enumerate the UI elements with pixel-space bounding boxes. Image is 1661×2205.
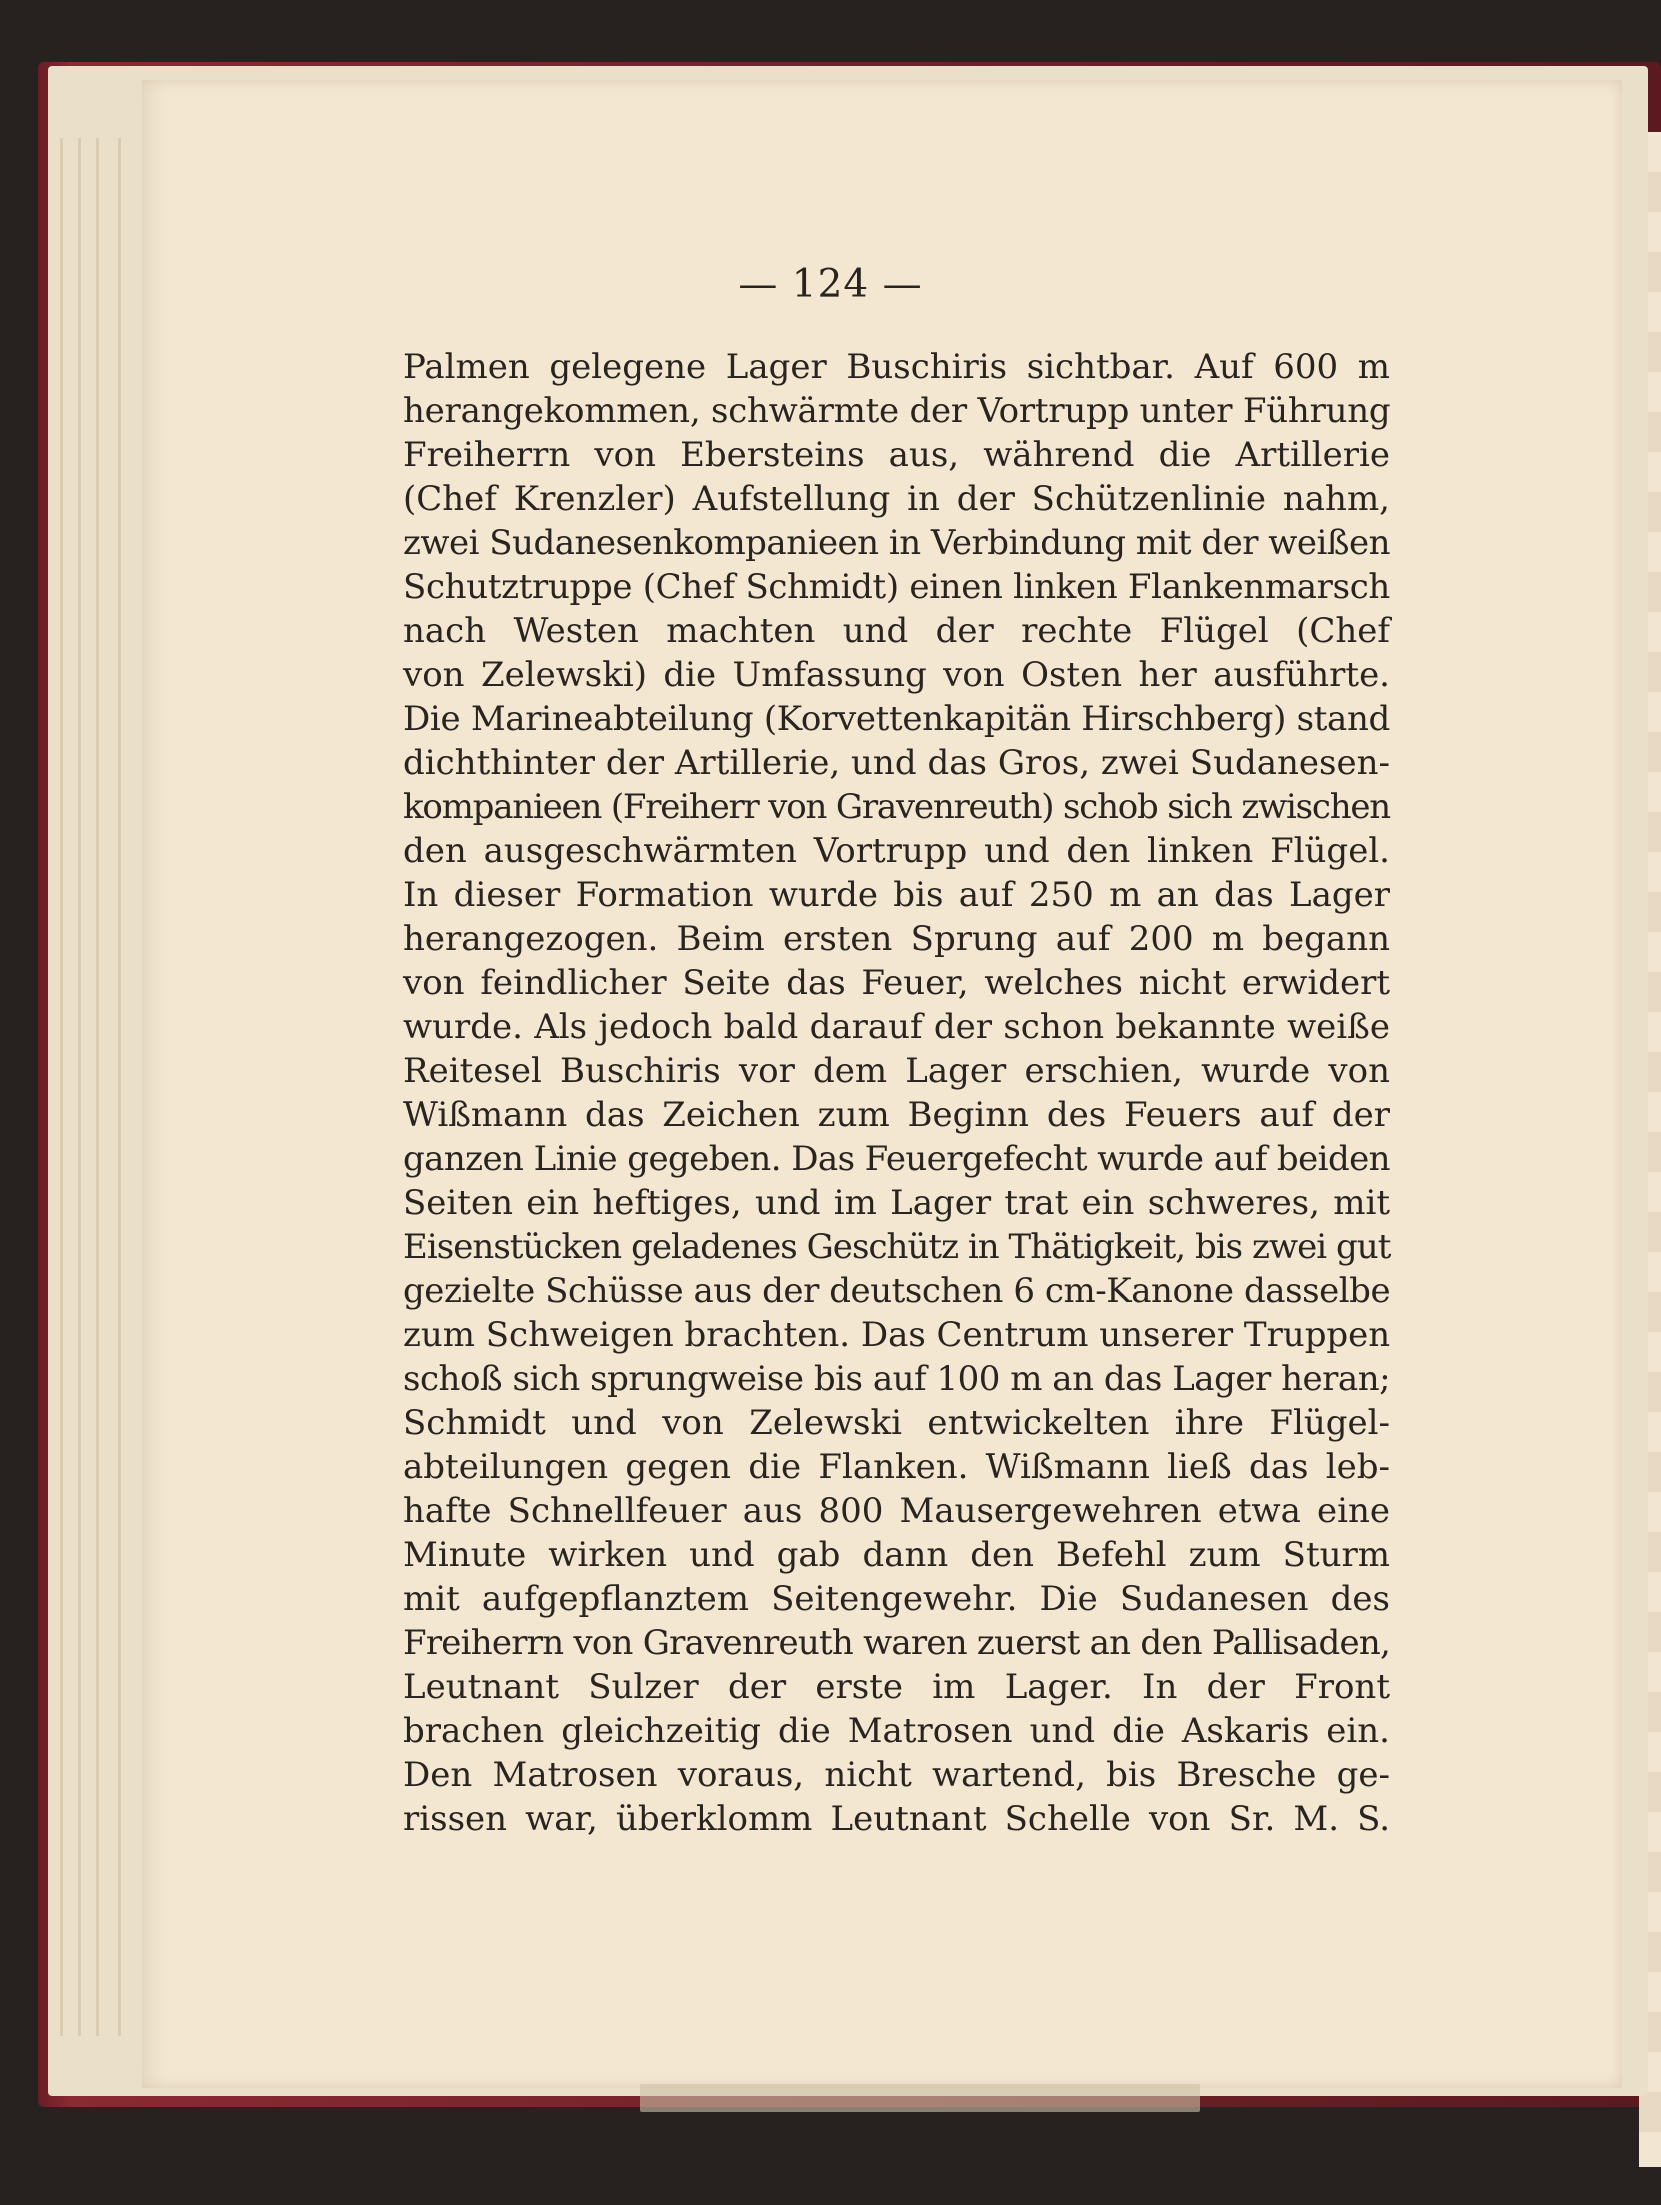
text-line: Den Matrosen voraus, nicht wartend, bis Bresche ge- bbox=[403, 1755, 1390, 1795]
page-edge-line bbox=[78, 138, 81, 2036]
text-line: herangekommen, schwärmte der Vortrupp unter Führung bbox=[403, 391, 1391, 431]
text-line: Schmidt und von Zelewski entwickelten ihre Flügel- bbox=[403, 1403, 1390, 1443]
text-line: Freiherrn von Ebersteins aus, während die Artillerie bbox=[403, 435, 1390, 475]
text-line: herangezogen. Beim ersten Sprung auf 200 m begann bbox=[403, 919, 1390, 959]
text-line: (Chef Krenzler) Aufstellung in der Schützenlinie nahm, bbox=[403, 479, 1390, 519]
text-line: gezielte Schüsse aus der deutschen 6 cm-Kanone dasselbe bbox=[403, 1271, 1391, 1311]
text-line: Freiherrn von Gravenreuth waren zuerst an den Pallisaden, bbox=[403, 1623, 1390, 1663]
text-line: nach Westen machten und der rechte Flügel (Chef bbox=[403, 611, 1390, 651]
text-line: zwei Sudanesenkompanieen in Verbindung mit der weißen bbox=[403, 523, 1391, 563]
text-line: den ausgeschwärmten Vortrupp und den linken Flügel. bbox=[403, 831, 1390, 871]
text-line: Reitesel Buschiris vor dem Lager erschien, wurde von bbox=[403, 1051, 1390, 1091]
text-line: Schutztruppe (Chef Schmidt) einen linken Flankenmarsch bbox=[403, 567, 1390, 607]
text-line: hafte Schnellfeuer aus 800 Mausergewehren etwa eine bbox=[403, 1491, 1390, 1531]
text-line: Seiten ein heftiges, und im Lager trat ein schweres, mit bbox=[403, 1183, 1390, 1223]
page-edge-line bbox=[60, 138, 63, 2036]
text-line: kompanieen (Freiherr von Gravenreuth) schob sich zwischen bbox=[403, 787, 1390, 827]
bottom-library-label bbox=[640, 2084, 1200, 2112]
text-line: rissen war, überklomm Leutnant Schelle von Sr. M. S. bbox=[403, 1799, 1390, 1839]
text-line: von feindlicher Seite das Feuer, welches nicht erwidert bbox=[403, 963, 1390, 1003]
text-line: schoß sich sprungweise bis auf 100 m an das Lager heran; bbox=[403, 1359, 1391, 1399]
page-edge-line bbox=[96, 138, 99, 2036]
page-edge-line bbox=[118, 138, 121, 2036]
text-line: Die Marineabteilung (Korvettenkapitän Hirschberg) stand bbox=[403, 699, 1390, 739]
text-line: Leutnant Sulzer der erste im Lager. In der Front bbox=[403, 1667, 1390, 1707]
page-number: — 124 — bbox=[738, 262, 923, 307]
body-text bbox=[403, 345, 1390, 1841]
text-line: In dieser Formation wurde bis auf 250 m an das Lager bbox=[403, 875, 1390, 915]
text-line: wurde. Als jedoch bald darauf der schon bekannte weiße bbox=[403, 1007, 1390, 1047]
text-line: ganzen Linie gegeben. Das Feuergefecht wurde auf beiden bbox=[403, 1139, 1390, 1179]
text-line: Wißmann das Zeichen zum Beginn des Feuers auf der bbox=[403, 1095, 1390, 1135]
text-line: dichthinter der Artillerie, und das Gros, zwei Sudanesen- bbox=[403, 743, 1390, 783]
text-line: Palmen gelegene Lager Buschiris sichtbar. Auf 600 m bbox=[403, 347, 1390, 387]
text-line: mit aufgepflanztem Seitengewehr. Die Sudanesen des bbox=[403, 1579, 1390, 1619]
text-line: brachen gleichzeitig die Matrosen und die Askaris ein. bbox=[403, 1711, 1390, 1751]
text-line: abteilungen gegen die Flanken. Wißmann ließ das leb- bbox=[403, 1447, 1390, 1487]
text-line: Minute wirken und gab dann den Befehl zum Sturm bbox=[403, 1535, 1390, 1575]
text-line: Eisenstücken geladenes Geschütz in Thätigkeit, bis zwei gut bbox=[403, 1227, 1391, 1267]
text-line: zum Schweigen brachten. Das Centrum unserer Truppen bbox=[403, 1315, 1391, 1355]
text-line: von Zelewski) die Umfassung von Osten her ausführte. bbox=[403, 655, 1390, 695]
